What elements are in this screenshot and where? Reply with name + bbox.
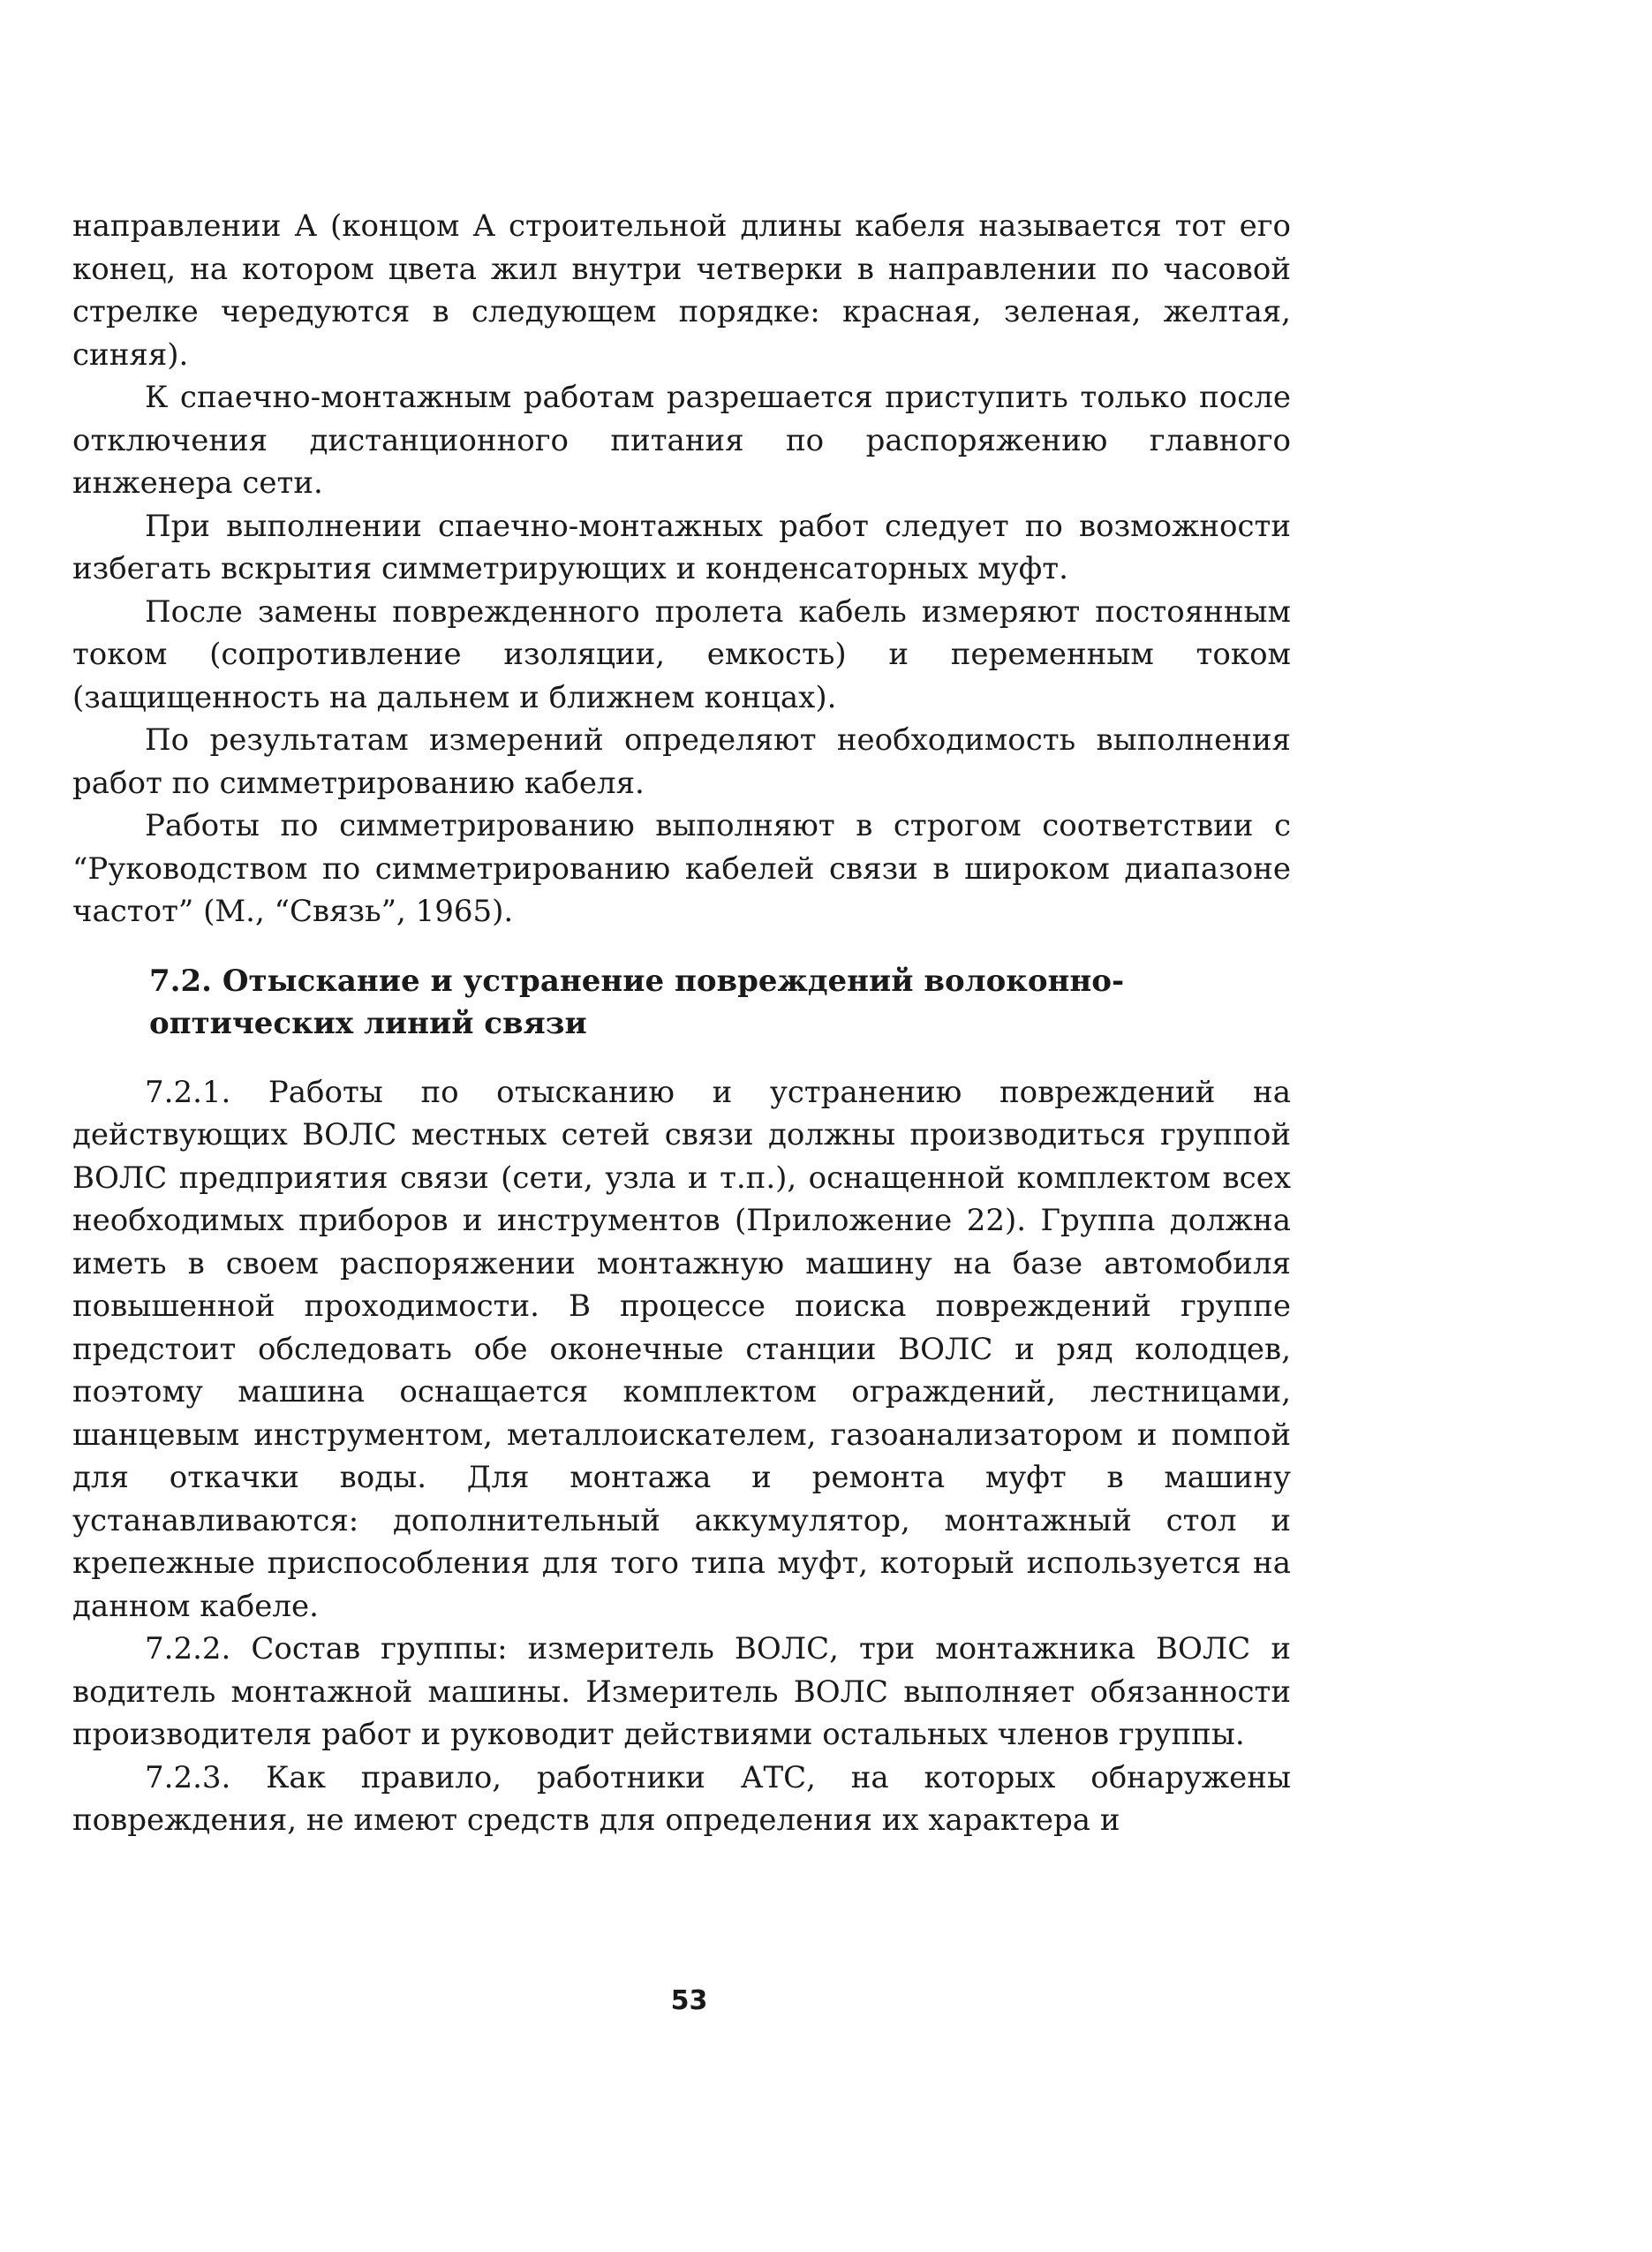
paragraph-splicing-permission: К спаечно-монтажным работам разрешается приступить только после отключения дистанционного питания по распоряжению главного инженера сети. [72,380,1291,501]
section-number: 7.2. [149,963,212,999]
paragraph-measurement: После замены поврежденного пролета кабель измеряют постоянным током (сопротивление изоляции, емкость) и переменным током (защищенность на дальнем и ближнем концах). [72,593,1291,715]
paragraph-splicing-work: При выполнении спаечно-монтажных работ следует по возможности избегать вскрытия симметрирующих и конденсаторных муфт. [72,508,1291,586]
paragraph-7-2-3: 7.2.3. Как правило, работники АТС, на которых обнаружены повреждения, не имеют средств для определения их характера и [72,1759,1291,1838]
page-body [72,205,1291,1842]
section-title: Отыскание и устранение повреждений волоконно-оптических линий связи [149,963,1125,1041]
paragraph-7-2-2: 7.2.2. Состав группы: измеритель ВОЛС, три монтажника ВОЛС и водитель монтажной машины. Измеритель ВОЛС выполняет обязанности производителя работ и руководит действиями остальных членов группы. [72,1631,1291,1752]
paragraph-symmetrization: Работы по симметрированию выполняют в строгом соответствии с “Руководством по симметрированию кабелей связи в широком диапазоне частот” (М., “Связь”, 1965). [72,808,1291,929]
page-number-container [0,1985,1652,2016]
section-heading [72,960,1291,1045]
paragraph-results: По результатам измерений определяют необходимость выполнения работ по симметрированию кабеля. [72,722,1291,801]
paragraph-continuation: направлении А (концом А строительной длины кабеля называется тот его конец, на котором цвета жил внутри четверки в направлении по часовой стрелке чередуются в следующем порядке: красная, зеленая, желтая, синяя). [72,208,1291,373]
paragraph-7-2-1: 7.2.1. Работы по отысканию и устранению повреждений на действующих ВОЛС местных сетей связи должны производиться группой ВОЛС предприятия связи (сети, узла и т.п.), оснащенной комплектом всех необходимых приборов и инструментов (Приложение 22). Группа должна иметь в своем распоряжении монтажную машину на базе автомобиля повышенной проходимости. В процессе поиска повреждений группе предстоит обследовать обе оконечные станции ВОЛС и ряд колодцев, поэтому машина оснащается комплектом ограждений, лестницами, шанцевым инструментом, металлоискателем, газоанализатором и помпой для откачки воды. Для монтажа и ремонта муфт в машину устанавливаются: дополнительный аккумулятор, монтажный стол и крепежные приспособления для того типа муфт, который используется на данном кабеле. [72,1074,1291,1624]
page-number: 53 [670,1985,708,2016]
